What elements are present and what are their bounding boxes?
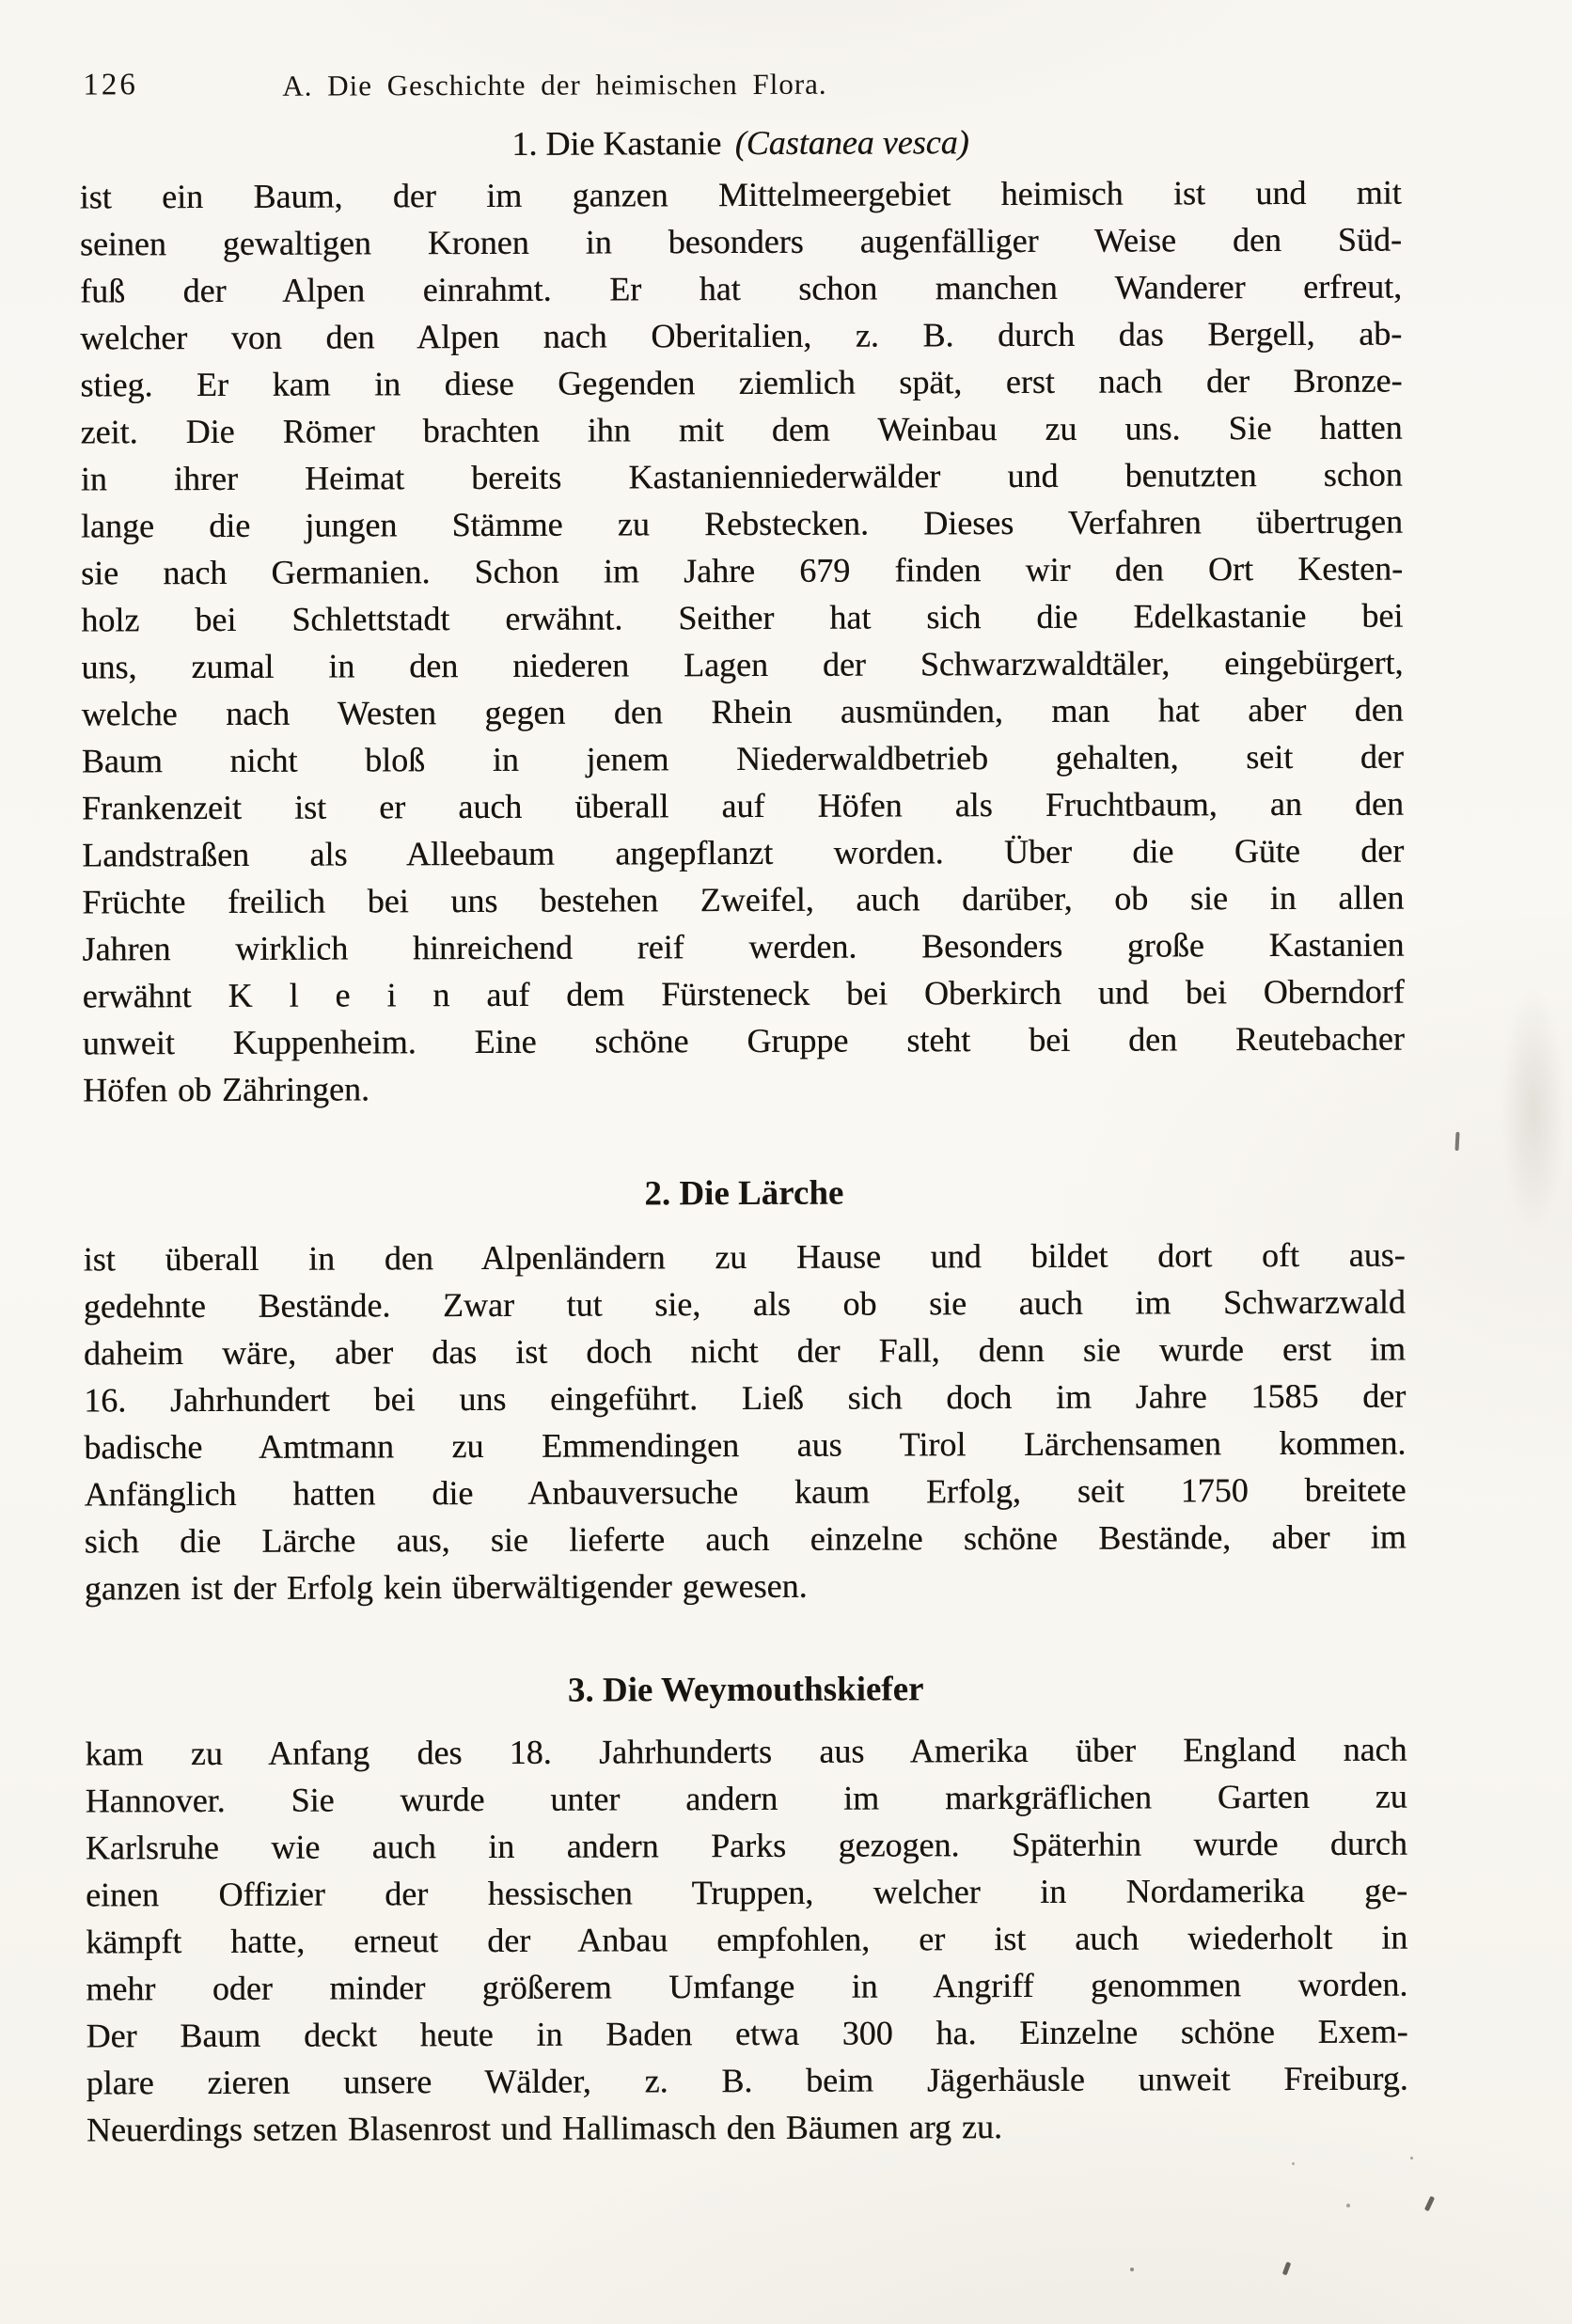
scan-artifact-speckle (1292, 2162, 1295, 2165)
text-line: in ihrer Heimat bereits Kastanienniederwälder und benutzten schon (80, 455, 1403, 498)
text-line: Baum nicht bloß in jenem Niederwaldbetrieb gehalten, seit der (81, 737, 1404, 780)
section-weymouthskiefer (85, 1666, 1408, 2154)
section-kastanie (79, 118, 1405, 1114)
text-block (79, 0, 1408, 2153)
text-line: Landstraßen als Alleebaum angepflanzt worden. Über die Güte der (82, 831, 1405, 874)
text-line: lange die jungen Stämme zu Rebstecken. Dieses Verfahren übertrugen (80, 502, 1404, 545)
paragraph-laerche (84, 1232, 1407, 1612)
scan-artifact-speckle (1424, 2196, 1435, 2212)
text-line: erwähnt K l e i n auf dem Fürsteneck bei Oberkirch und bei Oberndorf (82, 972, 1405, 1015)
text-line: Karlsruhe wie auch in andern Parks gezogen. Späterhin wurde durch (85, 1824, 1407, 1867)
paragraph-kastanie (80, 169, 1405, 1114)
scan-artifact-speckle (1410, 2157, 1413, 2159)
text-line: kämpft hatte, erneut der Anbau empfohlen, er ist auch wiederholt in (86, 1918, 1408, 1961)
running-head (79, 64, 1401, 112)
text-line: holz bei Schlettstadt erwähnt. Seither hat sich die Edelkastanie bei (81, 596, 1404, 639)
text-line: Frankenzeit ist er auch überall auf Höfen als Fruchtbaum, an den (81, 784, 1405, 827)
section-heading-weymouthskiefer: 3. Die Weymouthskiefer (567, 1670, 924, 1710)
scan-artifact-smudge (1501, 987, 1566, 1232)
scan-artifact-speckle (1130, 2268, 1134, 2271)
text-line: sich die Lärche aus, sie lieferte auch einzelne schöne Bestände, aber im (84, 1517, 1407, 1561)
section-heading-kastanie-title: 1. Die Kastanie (511, 124, 722, 163)
text-line: plare zieren unsere Wälder, z. B. beim Jägerhäusle unweit Freiburg. (86, 2059, 1408, 2102)
text-line: Anfänglich hatten die Anbauversuche kaum Erfolg, seit 1750 breitete (84, 1470, 1407, 1514)
text-line: seinen gewaltigen Kronen in besonders augenfälliger Weise den Süd- (79, 220, 1402, 263)
text-line: Hannover. Sie wurde unter andern im markgräflichen Garten zu (85, 1777, 1407, 1820)
scan-artifact-tick (1454, 1132, 1459, 1151)
text-line: unweit Kuppenheim. Eine schöne Gruppe steht bei den Reutebacher (82, 1019, 1405, 1062)
text-line: badische Amtmann zu Emmendingen aus Tirol Lärchensamen kommen. (84, 1423, 1407, 1467)
text-line: Höfen ob Zähringen. (82, 1070, 370, 1109)
section-heading-kastanie (79, 118, 1401, 168)
text-line: mehr oder minder größerem Umfange in Angriff genommen worden. (86, 1965, 1408, 2008)
text-line: stieg. Er kam in diese Gegenden ziemlich spät, erst nach der Bronze- (80, 361, 1403, 404)
text-line: uns, zumal in den niederen Lagen der Schwarzwaldtäler, eingebürgert, (81, 643, 1404, 686)
text-line: ist überall in den Alpenländern zu Hause und bildet dort oft aus- (83, 1235, 1406, 1279)
text-line: ganzen ist der Erfolg kein überwältigender gewesen. (84, 1566, 808, 1608)
scan-artifact-speckle (1282, 2262, 1291, 2276)
text-line: Neuerdings setzen Blasenrost und Hallimasch den Bäumen arg zu. (86, 2108, 1003, 2149)
text-line: einen Offizier der hessischen Truppen, welcher in Nordamerika ge- (85, 1871, 1408, 1914)
text-line: daheim wäre, aber das ist doch nicht der Fall, denn sie wurde erst im (83, 1329, 1407, 1373)
text-line: fuß der Alpen einrahmt. Er hat schon manchen Wanderer erfreut, (80, 267, 1403, 310)
text-line: Früchte freilich bei uns bestehen Zweifel, auch darüber, ob sie in allen (82, 878, 1405, 921)
text-line: gedehnte Bestände. Zwar tut sie, als ob sie auch im Schwarzwald (83, 1282, 1406, 1326)
text-line: kam zu Anfang des 18. Jahrhunderts aus Amerika über England nach (85, 1730, 1407, 1773)
section-heading-kastanie-latin-name: (Castanea vesca) (734, 123, 969, 163)
running-title: A. Die Geschichte der heimischen Flora. (282, 67, 827, 102)
text-line: ist ein Baum, der im ganzen Mittelmeergebiet heimisch ist und mit (79, 173, 1402, 216)
text-line: zeit. Die Römer brachten ihn mit dem Weinbau zu uns. Sie hatten (80, 408, 1403, 451)
scan-artifact-speckle (1346, 2204, 1350, 2207)
text-line: sie nach Germanien. Schon im Jahre 679 finden wir den Ort Kesten- (81, 549, 1404, 592)
paragraph-weymouthskiefer (85, 1726, 1408, 2154)
page-number: 126 (83, 68, 138, 102)
text-line: 16. Jahrhundert bei uns eingeführt. Ließ sich doch im Jahre 1585 der (84, 1376, 1407, 1420)
text-line: Jahren wirklich hinreichend reif werden. Besonders große Kastanien (82, 925, 1405, 968)
section-laerche (83, 1170, 1407, 1612)
section-heading-laerche: 2. Die Lärche (644, 1173, 844, 1214)
text-line: welche nach Westen gegen den Rhein ausmünden, man hat aber den (81, 690, 1404, 733)
text-line: welcher von den Alpen nach Oberitalien, z. B. durch das Bergell, ab- (80, 314, 1403, 357)
text-line: Der Baum deckt heute in Baden etwa 300 ha. Einzelne schöne Exem- (86, 2012, 1408, 2055)
